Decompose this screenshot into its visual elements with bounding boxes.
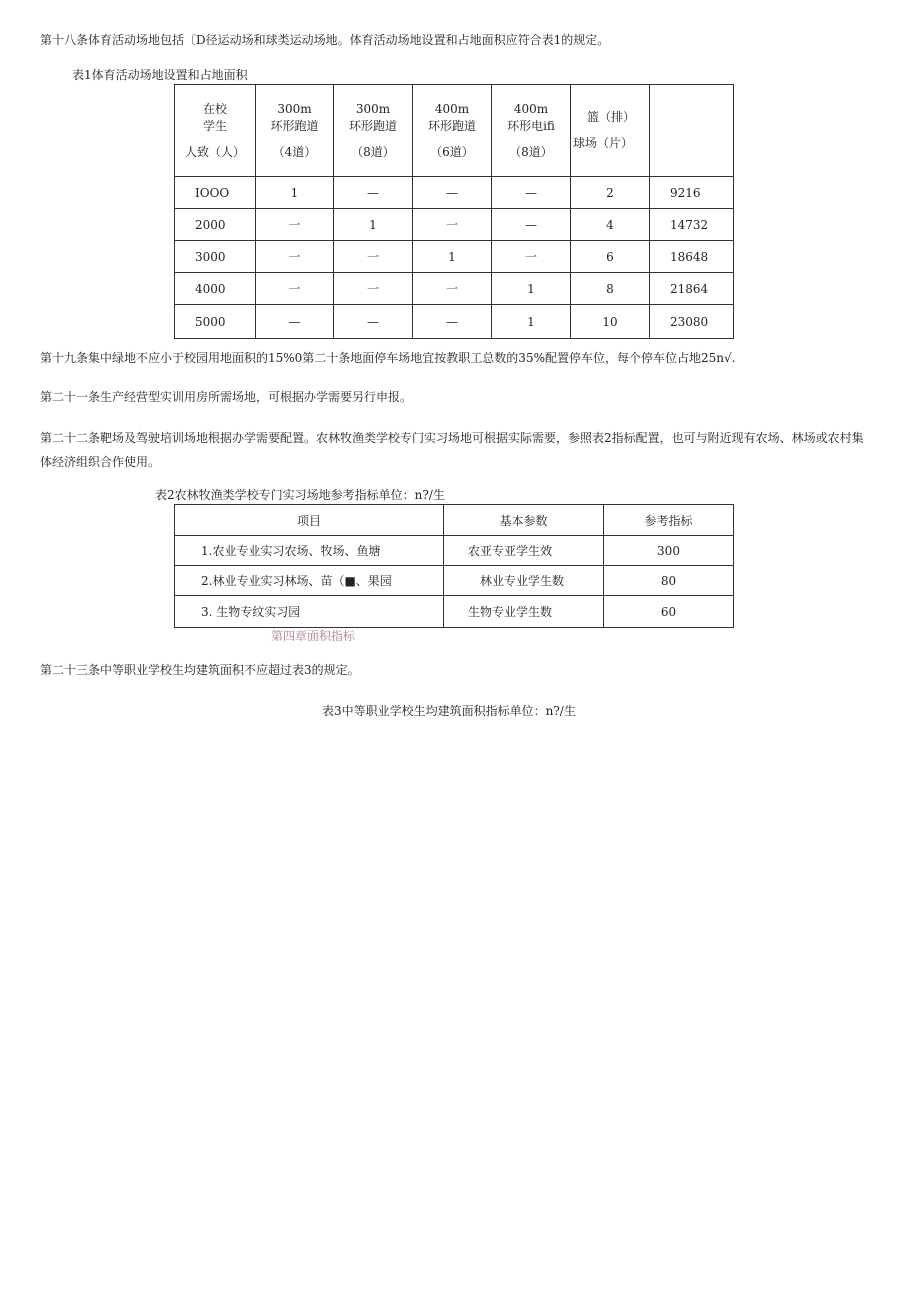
- header-line: 环形跑道: [348, 118, 397, 133]
- table-cell: 2.林业专业实习林场、苗（■、果园: [175, 566, 444, 596]
- table1-caption: 表1体育活动场地设置和占地面积: [72, 68, 248, 82]
- header-400m-8: [492, 85, 571, 177]
- table-cell: 2000: [175, 209, 256, 241]
- table-row: [175, 566, 734, 596]
- table-cell: 14732: [650, 209, 734, 241]
- article-21: 第二十一条生产经营型实训用房所需场地，可根据办学需要另行申报。: [40, 390, 413, 404]
- table-cell: 9216: [650, 177, 734, 209]
- table-row: [175, 305, 734, 339]
- table-cell: 5000: [175, 305, 256, 339]
- table-cell: 10: [571, 305, 650, 339]
- table3-caption: 表3中等职业学校生均建筑面积指标单位：n?/生: [322, 704, 576, 718]
- header-line: 在校: [202, 101, 227, 116]
- table-cell: 一: [413, 209, 492, 241]
- header-line: 300m: [277, 101, 312, 116]
- practice-field-table: [174, 504, 734, 628]
- table-cell: 一: [413, 273, 492, 305]
- table-cell: 18648: [650, 241, 734, 273]
- table-cell: —: [334, 305, 413, 339]
- header-300m-4: [256, 85, 334, 177]
- header-line: 学生: [202, 118, 227, 133]
- article-22: 第二十二条靶场及驾驶培训场地根据办学需要配置。农林牧渔类学校专门实习场地可根据实际需要，参照表2指标配置，也可与附近现有农场、林场或农村集体经济组织合作使用。: [40, 431, 864, 469]
- table-cell: 农亚专亚学生效: [444, 536, 604, 566]
- header-ball-courts: [571, 85, 650, 177]
- header-item: 项目: [175, 505, 444, 536]
- table-cell: 23080: [650, 305, 734, 339]
- table-cell: 1.农业专业实习农场、牧场、鱼塘: [175, 536, 444, 566]
- table-cell: —: [413, 177, 492, 209]
- table-cell: 1: [492, 273, 571, 305]
- header-reference-index: 参考指标: [604, 505, 734, 536]
- header-300m-8: [334, 85, 413, 177]
- header-line: （8道）: [351, 144, 395, 159]
- article-23: 第二十三条中等职业学校生均建筑面积不应超过表3的规定。: [40, 663, 360, 677]
- header-line: 环形跑道: [270, 118, 319, 133]
- table-cell: 2: [571, 177, 650, 209]
- table-row: [175, 177, 734, 209]
- header-line: 环形电ifi: [507, 118, 555, 133]
- header-line: 球场（片）: [573, 136, 634, 150]
- article-19-20: 第十九条集中绿地不应小于校园用地面积的15%0第二十条地面停车场地宜按教职工总数的35%配置停车位，每个停车位占地25n√.: [40, 351, 736, 365]
- table-row: [175, 241, 734, 273]
- table2-header-row: [175, 505, 734, 536]
- table-cell: 生物专业学生数: [444, 596, 604, 628]
- header-line: 300m: [355, 101, 391, 116]
- header-line: （4道）: [272, 144, 317, 159]
- article-18: 第十八条体育活动场地包括〔D径运动场和球类运动场地。体育活动场地设置和占地面积应符合表1的规定。: [40, 33, 610, 47]
- table-cell: 一: [334, 241, 413, 273]
- header-line: （6道）: [430, 144, 474, 159]
- table-cell: —: [413, 305, 492, 339]
- sports-field-table: [174, 84, 734, 339]
- table-cell: 一: [334, 273, 413, 305]
- table-cell: 80: [604, 566, 734, 596]
- header-line: （8道）: [509, 144, 553, 159]
- table-cell: 1: [334, 209, 413, 241]
- table1-header-row: [175, 85, 734, 177]
- table-row: [175, 596, 734, 628]
- table-cell: 一: [492, 241, 571, 273]
- table-cell: —: [256, 305, 334, 339]
- table2-caption: 表2农林牧渔类学校专门实习场地参考指标单位：n?/生: [155, 488, 445, 502]
- table-cell: 一: [256, 209, 334, 241]
- header-400m-6: [413, 85, 492, 177]
- chapter-heading: 第四章面积指标: [271, 629, 356, 643]
- header-area: [650, 85, 734, 177]
- header-basic-parameter: 基本参数: [444, 505, 604, 536]
- table-cell: —: [334, 177, 413, 209]
- header-line: 人致（人）: [184, 144, 245, 159]
- table-cell: 3000: [175, 241, 256, 273]
- table-cell: 1: [492, 305, 571, 339]
- table-cell: 一: [256, 273, 334, 305]
- table-cell: 3. 生物专纹实习园: [175, 596, 444, 628]
- table-cell: 60: [604, 596, 734, 628]
- table-row: [175, 209, 734, 241]
- table-cell: 4: [571, 209, 650, 241]
- table-row: [175, 273, 734, 305]
- table-cell: IOOO: [175, 177, 256, 209]
- table-cell: 8: [571, 273, 650, 305]
- table-cell: 6: [571, 241, 650, 273]
- table-cell: —: [492, 209, 571, 241]
- table-cell: 1: [256, 177, 334, 209]
- table-cell: 一: [256, 241, 334, 273]
- table-cell: 林业专业学生数: [444, 566, 604, 596]
- table-cell: 300: [604, 536, 734, 566]
- header-line: 环形跑道: [427, 118, 476, 133]
- header-line: 篮（排）: [587, 110, 636, 124]
- table-cell: 21864: [650, 273, 734, 305]
- table-cell: 4000: [175, 273, 256, 305]
- header-line: 400m: [434, 101, 470, 116]
- table-cell: 1: [413, 241, 492, 273]
- table-cell: —: [492, 177, 571, 209]
- header-line: 400m: [513, 101, 549, 116]
- table-row: [175, 536, 734, 566]
- header-students: [175, 85, 256, 177]
